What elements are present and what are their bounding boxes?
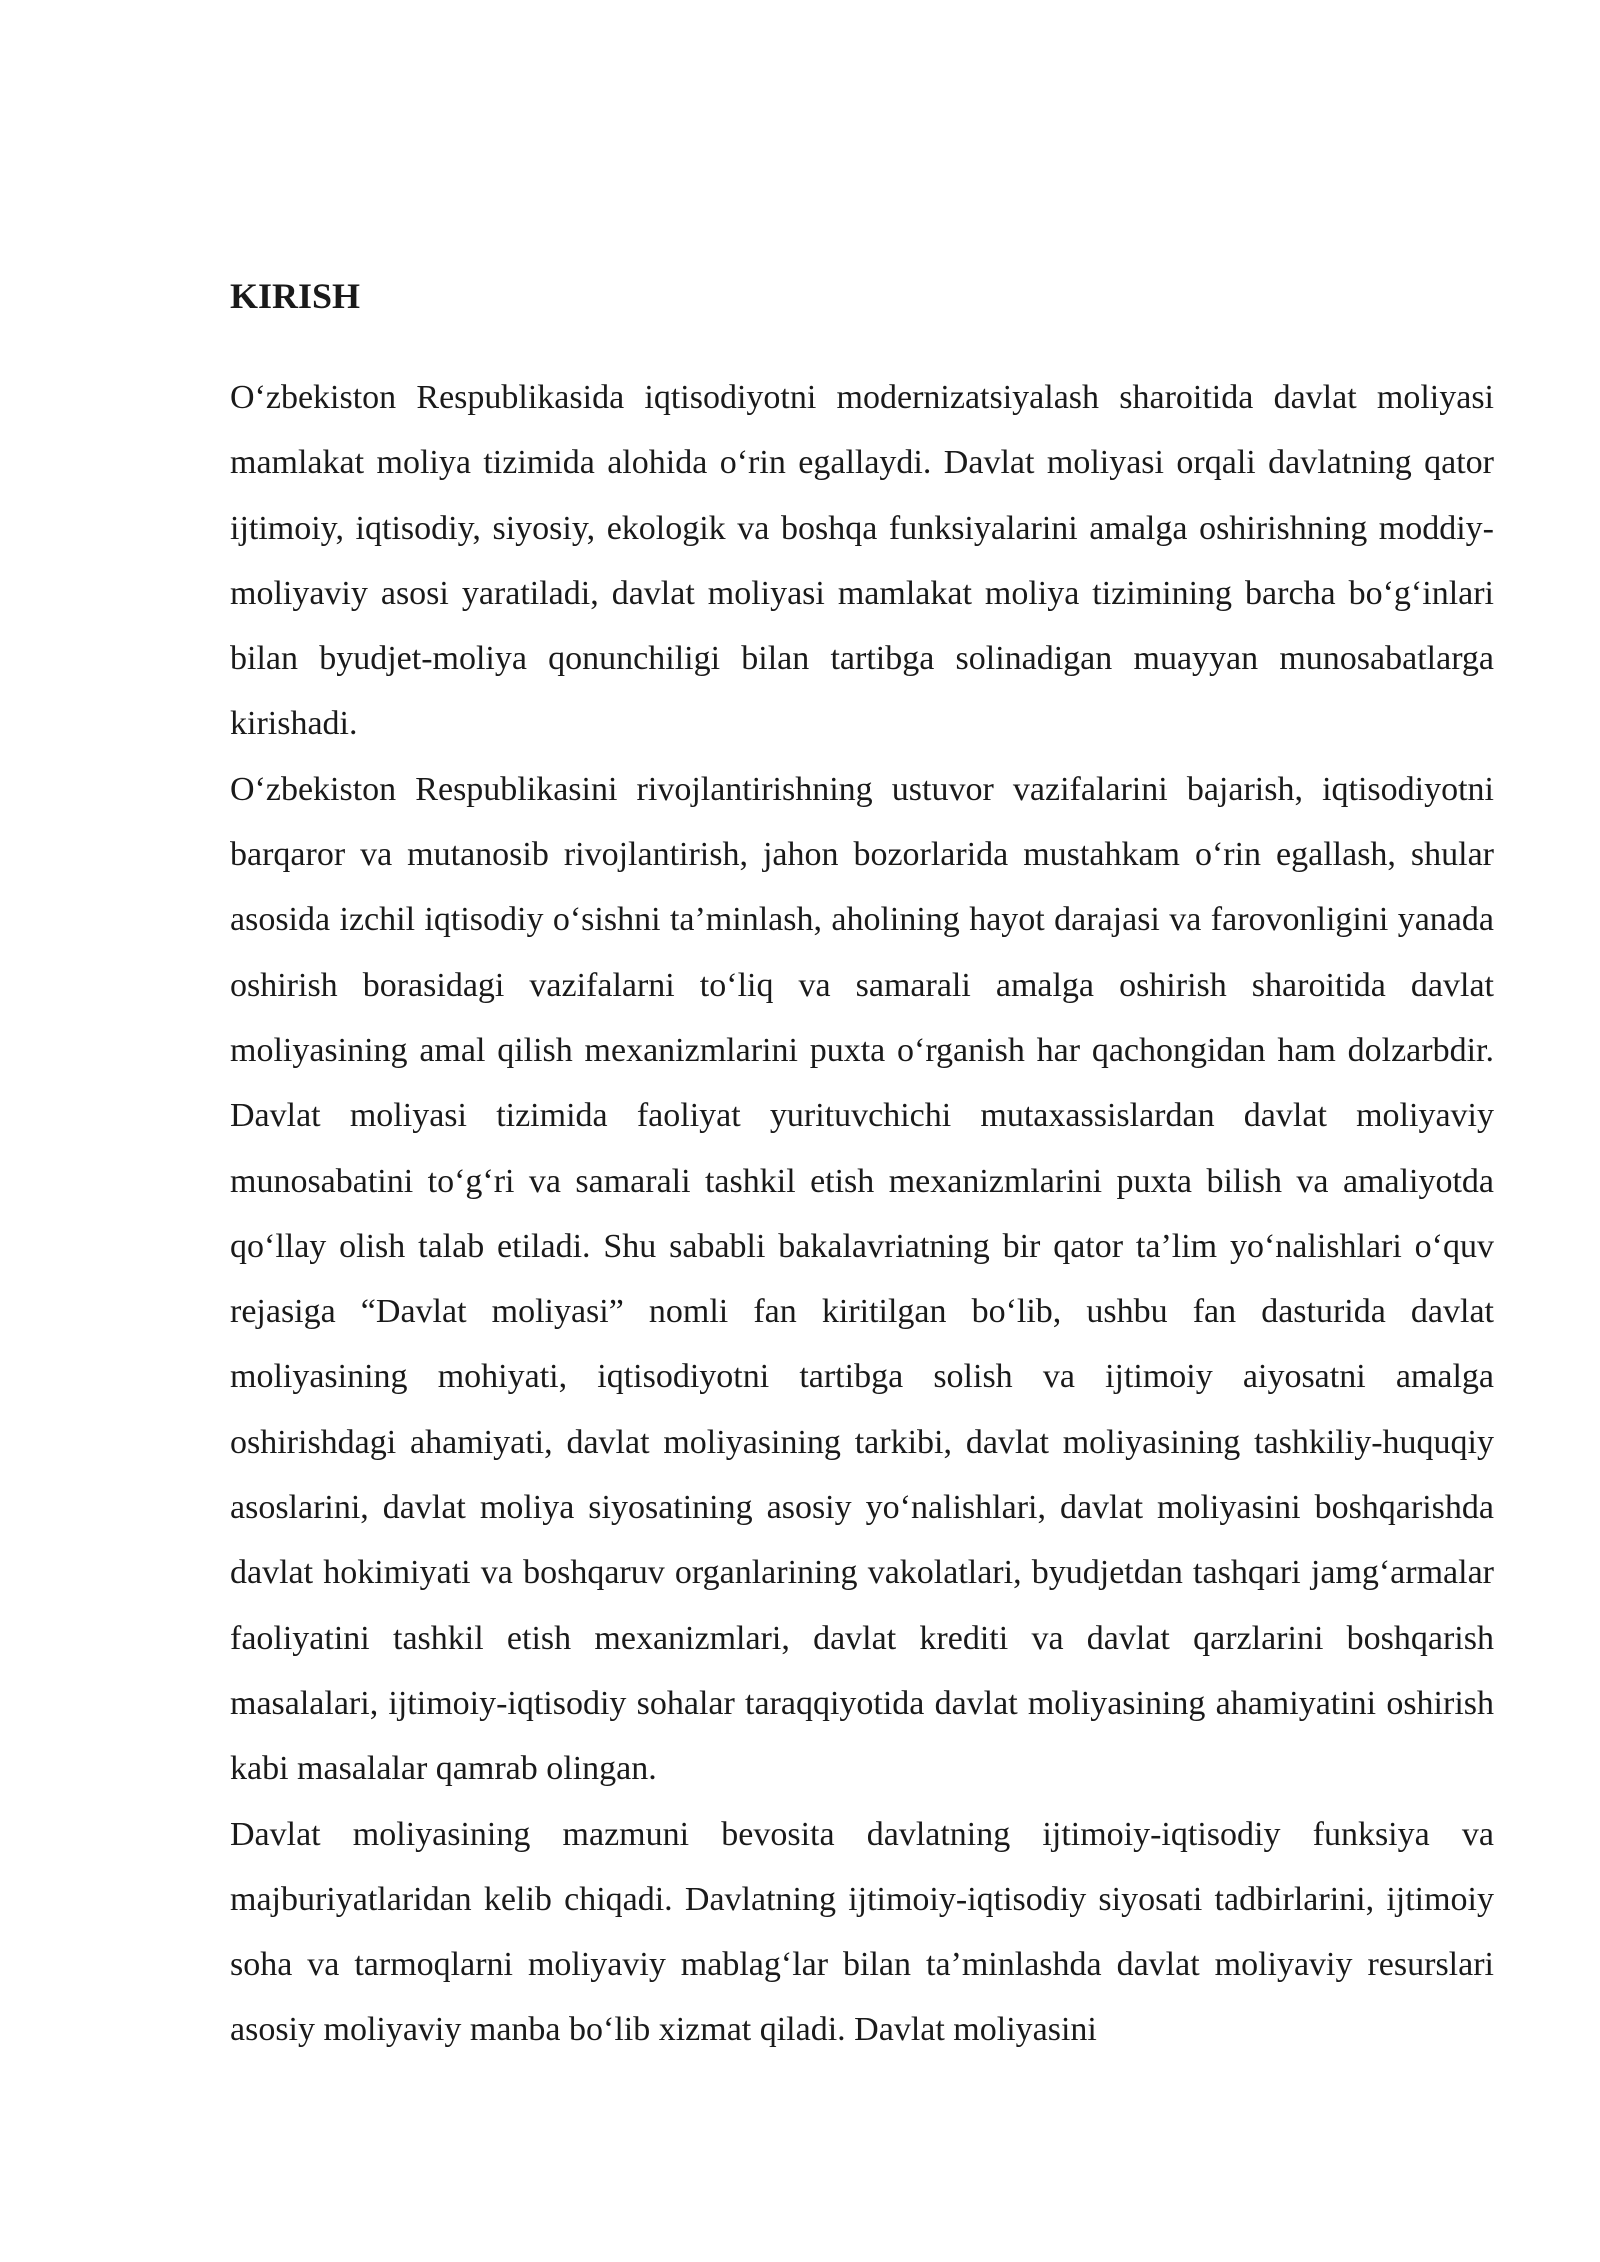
paragraph-2: O‘zbekiston Respublikasini rivojlantirishning ustuvor vazifalarini bajarish, iqtisodiyotni barqaror va mutanosib rivojlantirish, jahon bozorlarida mustahkam o‘rin egallash, shular asosida izchil iqtisodiy o‘sishni ta’minlash, aholining hayot darajasi va farovonligini yanada oshirish borasidagi vazifalarni to‘liq va samarali amalga oshirish sharoitida davlat moliyasining amal qilish mexanizmlarini puxta o‘rganish har qachongidan ham dolzarbdir. Davlat moliyasi tizimida faoliyat yurituvchichi mutaxassislardan davlat moliyaviy munosabatini to‘g‘ri va samarali tashkil etish mexanizmlarini puxta bilish va amaliyotda qo‘llay olish talab etiladi. Shu sababli bakalavriatning bir qator ta’lim yo‘nalishlari o‘quv rejasiga “Davlat moliyasi” nomli fan kiritilgan bo‘lib, ushbu fan dasturida davlat moliyasining mohiyati, iqtisodiyotni tartibga solish va ijtimoiy aiyosatni amalga oshirishdagi ahamiyati, davlat moliyasining tarkibi, davlat moliyasining tashkiliy-huquqiy asoslarini, davlat moliya siyosatining asosiy yo‘nalishlari, davlat moliyasini boshqarishda davlat hokimiyati va boshqaruv organlarining vakolatlari, byudjetdan tashqari jamg‘armalar faoliyatini tashkil etish mexanizmlari, davlat krediti va davlat qarzlarini boshqarish masalalari, ijtimoiy-iqtisodiy sohalar taraqqiyotida davlat moliyasining ahamiyatini oshirish kabi masalalar qamrab olingan. (230, 770, 1494, 1788)
paragraph-3: Davlat moliyasining mazmuni bevosita davlatning ijtimoiy-iqtisodiy funksiya va majburiyatlaridan kelib chiqadi. Davlatning ijtimoiy-iqtisodiy siyosati tadbirlarini, ijtimoiy soha va tarmoqlarni moliyaviy mablag‘lar bilan ta’minlashda davlat moliyaviy resurslari asosiy moliyaviy manba bo‘lib xizmat qiladi. Davlat moliyasini (230, 1815, 1494, 2049)
section-heading: KIRISH (230, 276, 361, 316)
document-body (230, 268, 1494, 2063)
paragraph-1: O‘zbekiston Respublikasida iqtisodiyotni modernizatsiyalash sharoitida davlat moliyasi mamlakat moliya tizimida alohida o‘rin egallaydi. Davlat moliyasi orqali davlatning qator ijtimoiy, iqtisodiy, siyosiy, ekologik va boshqa funksiyalarini amalga oshirishning moddiy-moliyaviy asosi yaratiladi, davlat moliyasi mamlakat moliya tizimining barcha bo‘g‘inlari bilan byudjet-moliya qonunchiligi bilan tartibga solinadigan muayyan munosabatlarga kirishadi. (230, 379, 1494, 743)
